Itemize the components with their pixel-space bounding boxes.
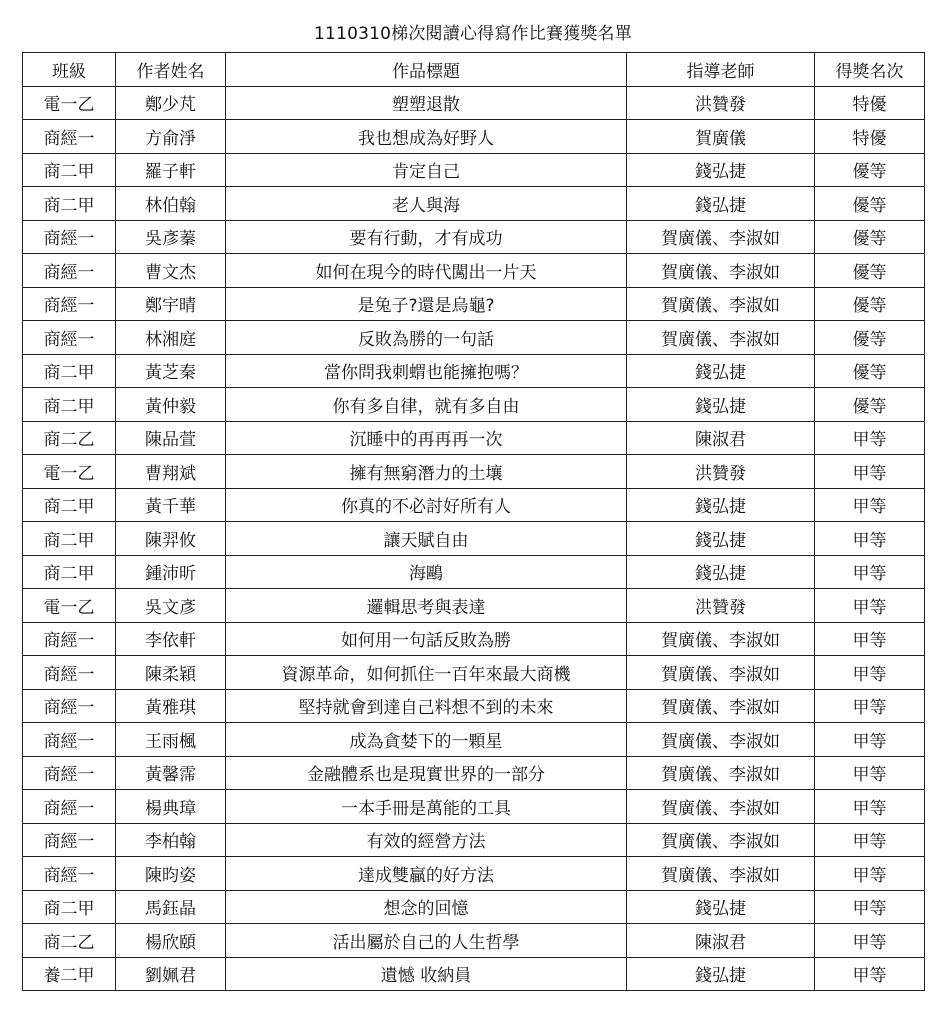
cell-class: 商經一 [23,689,116,723]
cell-work-title: 反敗為勝的一句話 [226,321,627,355]
cell-author: 羅子軒 [116,153,226,187]
cell-teacher: 賀廣儀、李淑如 [627,689,815,723]
table-row [23,220,925,254]
table-row [23,622,925,656]
cell-class: 電一乙 [23,455,116,489]
header-author: 作者姓名 [116,53,226,87]
cell-author: 林湘庭 [116,321,226,355]
cell-author: 黃馨霈 [116,756,226,790]
cell-class: 商二乙 [23,421,116,455]
cell-rank: 甲等 [815,857,925,891]
cell-author: 陳品萱 [116,421,226,455]
cell-author: 黃仲毅 [116,388,226,422]
cell-rank: 優等 [815,287,925,321]
cell-author: 黃芝秦 [116,354,226,388]
cell-work-title: 擁有無窮潛力的土壤 [226,455,627,489]
cell-rank: 優等 [815,354,925,388]
cell-rank: 甲等 [815,823,925,857]
cell-teacher: 錢弘捷 [627,957,815,991]
cell-work-title: 我也想成為好野人 [226,120,627,154]
cell-work-title: 海鷗 [226,555,627,589]
cell-teacher: 洪贊發 [627,86,815,120]
cell-rank: 甲等 [815,924,925,958]
table-row [23,86,925,120]
cell-rank: 優等 [815,187,925,221]
cell-author: 鄭宇晴 [116,287,226,321]
table-row [23,388,925,422]
cell-rank: 甲等 [815,421,925,455]
cell-rank: 特優 [815,86,925,120]
cell-rank: 甲等 [815,589,925,623]
cell-class: 商經一 [23,823,116,857]
cell-work-title: 一本手冊是萬能的工具 [226,790,627,824]
table-row [23,455,925,489]
cell-author: 楊欣頤 [116,924,226,958]
header-rank: 得獎名次 [815,53,925,87]
table-row [23,890,925,924]
cell-rank: 優等 [815,153,925,187]
cell-class: 商經一 [23,287,116,321]
table-row [23,823,925,857]
cell-work-title: 要有行動，才有成功 [226,220,627,254]
cell-class: 商二甲 [23,388,116,422]
cell-rank: 甲等 [815,689,925,723]
cell-author: 黃雅琪 [116,689,226,723]
cell-class: 商經一 [23,120,116,154]
header-class: 班級 [23,53,116,87]
cell-author: 馬鈺晶 [116,890,226,924]
table-row [23,589,925,623]
cell-teacher: 錢弘捷 [627,388,815,422]
table-header-row [23,53,925,87]
cell-work-title: 你真的不必討好所有人 [226,488,627,522]
cell-class: 商經一 [23,756,116,790]
cell-teacher: 錢弘捷 [627,153,815,187]
table-row [23,689,925,723]
header-teacher: 指導老師 [627,53,815,87]
cell-rank: 優等 [815,254,925,288]
cell-class: 商二甲 [23,890,116,924]
cell-teacher: 賀廣儀、李淑如 [627,790,815,824]
cell-class: 商經一 [23,857,116,891]
cell-work-title: 邏輯思考與表達 [226,589,627,623]
cell-rank: 甲等 [815,957,925,991]
cell-class: 商經一 [23,321,116,355]
cell-teacher: 賀廣儀、李淑如 [627,254,815,288]
cell-rank: 優等 [815,388,925,422]
cell-teacher: 賀廣儀、李淑如 [627,321,815,355]
cell-class: 電一乙 [23,86,116,120]
table-row [23,120,925,154]
cell-rank: 甲等 [815,522,925,556]
cell-work-title: 想念的回憶 [226,890,627,924]
cell-teacher: 陳淑君 [627,421,815,455]
cell-author: 吳彥蓁 [116,220,226,254]
table-row [23,522,925,556]
table-row [23,723,925,757]
cell-class: 商二甲 [23,354,116,388]
cell-author: 林伯翰 [116,187,226,221]
cell-class: 商二甲 [23,153,116,187]
cell-work-title: 成為貪婪下的一顆星 [226,723,627,757]
table-row [23,957,925,991]
cell-work-title: 遺憾 收納員 [226,957,627,991]
cell-rank: 甲等 [815,455,925,489]
cell-rank: 甲等 [815,890,925,924]
cell-teacher: 錢弘捷 [627,187,815,221]
cell-author: 吳文彥 [116,589,226,623]
cell-author: 王雨楓 [116,723,226,757]
table-row [23,756,925,790]
award-list-table [22,52,925,991]
cell-work-title: 堅持就會到達自己料想不到的未來 [226,689,627,723]
table-row [23,254,925,288]
table-row [23,857,925,891]
cell-work-title: 讓天賦自由 [226,522,627,556]
cell-rank: 特優 [815,120,925,154]
cell-class: 商二甲 [23,522,116,556]
cell-teacher: 錢弘捷 [627,354,815,388]
cell-author: 劉姵君 [116,957,226,991]
table-row [23,488,925,522]
document-title: 1110310梯次閱讀心得寫作比賽獲獎名單 [314,24,632,44]
cell-author: 陳昀姿 [116,857,226,891]
cell-class: 養二甲 [23,957,116,991]
cell-author: 楊典璋 [116,790,226,824]
cell-work-title: 老人與海 [226,187,627,221]
table-body [23,86,925,991]
cell-rank: 優等 [815,321,925,355]
cell-rank: 優等 [815,220,925,254]
cell-class: 商經一 [23,723,116,757]
cell-teacher: 賀廣儀 [627,120,815,154]
cell-teacher: 賀廣儀、李淑如 [627,823,815,857]
cell-class: 商經一 [23,254,116,288]
header-work-title: 作品標題 [226,53,627,87]
cell-work-title: 你有多自律，就有多自由 [226,388,627,422]
cell-class: 商二乙 [23,924,116,958]
table-row [23,321,925,355]
table-row [23,287,925,321]
cell-work-title: 金融體系也是現實世界的一部分 [226,756,627,790]
cell-work-title: 沉睡中的再再再一次 [226,421,627,455]
cell-author: 李柏翰 [116,823,226,857]
cell-work-title: 當你問我刺蝟也能擁抱嗎？ [226,354,627,388]
cell-teacher: 賀廣儀、李淑如 [627,656,815,690]
cell-work-title: 達成雙贏的好方法 [226,857,627,891]
cell-rank: 甲等 [815,622,925,656]
cell-author: 曹文杰 [116,254,226,288]
table-row [23,790,925,824]
cell-author: 方俞淨 [116,120,226,154]
cell-author: 曹翔斌 [116,455,226,489]
cell-author: 黃千華 [116,488,226,522]
cell-rank: 甲等 [815,756,925,790]
cell-teacher: 陳淑君 [627,924,815,958]
table-row [23,555,925,589]
cell-teacher: 賀廣儀、李淑如 [627,756,815,790]
cell-author: 陳羿攸 [116,522,226,556]
cell-rank: 甲等 [815,790,925,824]
cell-teacher: 洪贊發 [627,455,815,489]
cell-teacher: 錢弘捷 [627,522,815,556]
cell-work-title: 是兔子?還是烏龜? [226,287,627,321]
cell-teacher: 錢弘捷 [627,890,815,924]
cell-work-title: 如何用一句話反敗為勝 [226,622,627,656]
cell-teacher: 賀廣儀、李淑如 [627,857,815,891]
table-row [23,153,925,187]
cell-class: 商經一 [23,220,116,254]
cell-work-title: 有效的經營方法 [226,823,627,857]
cell-teacher: 賀廣儀、李淑如 [627,723,815,757]
cell-author: 鄭少芃 [116,86,226,120]
cell-author: 李依軒 [116,622,226,656]
table-row [23,354,925,388]
cell-teacher: 洪贊發 [627,589,815,623]
cell-teacher: 賀廣儀、李淑如 [627,622,815,656]
table-row [23,656,925,690]
cell-teacher: 錢弘捷 [627,555,815,589]
cell-class: 電一乙 [23,589,116,623]
cell-teacher: 錢弘捷 [627,488,815,522]
cell-class: 商二甲 [23,187,116,221]
cell-work-title: 如何在現今的時代闖出一片天 [226,254,627,288]
cell-teacher: 賀廣儀、李淑如 [627,287,815,321]
cell-class: 商經一 [23,656,116,690]
cell-class: 商經一 [23,790,116,824]
cell-class: 商二甲 [23,555,116,589]
cell-class: 商經一 [23,622,116,656]
cell-work-title: 塑塑退散 [226,86,627,120]
cell-work-title: 肯定自己 [226,153,627,187]
table-row [23,924,925,958]
cell-teacher: 賀廣儀、李淑如 [627,220,815,254]
cell-author: 鍾沛昕 [116,555,226,589]
table-row [23,421,925,455]
cell-rank: 甲等 [815,656,925,690]
cell-rank: 甲等 [815,723,925,757]
cell-work-title: 活出屬於自己的人生哲學 [226,924,627,958]
cell-author: 陳柔穎 [116,656,226,690]
table-row [23,187,925,221]
cell-rank: 甲等 [815,488,925,522]
cell-class: 商二甲 [23,488,116,522]
cell-rank: 甲等 [815,555,925,589]
cell-work-title: 資源革命，如何抓住一百年來最大商機 [226,656,627,690]
